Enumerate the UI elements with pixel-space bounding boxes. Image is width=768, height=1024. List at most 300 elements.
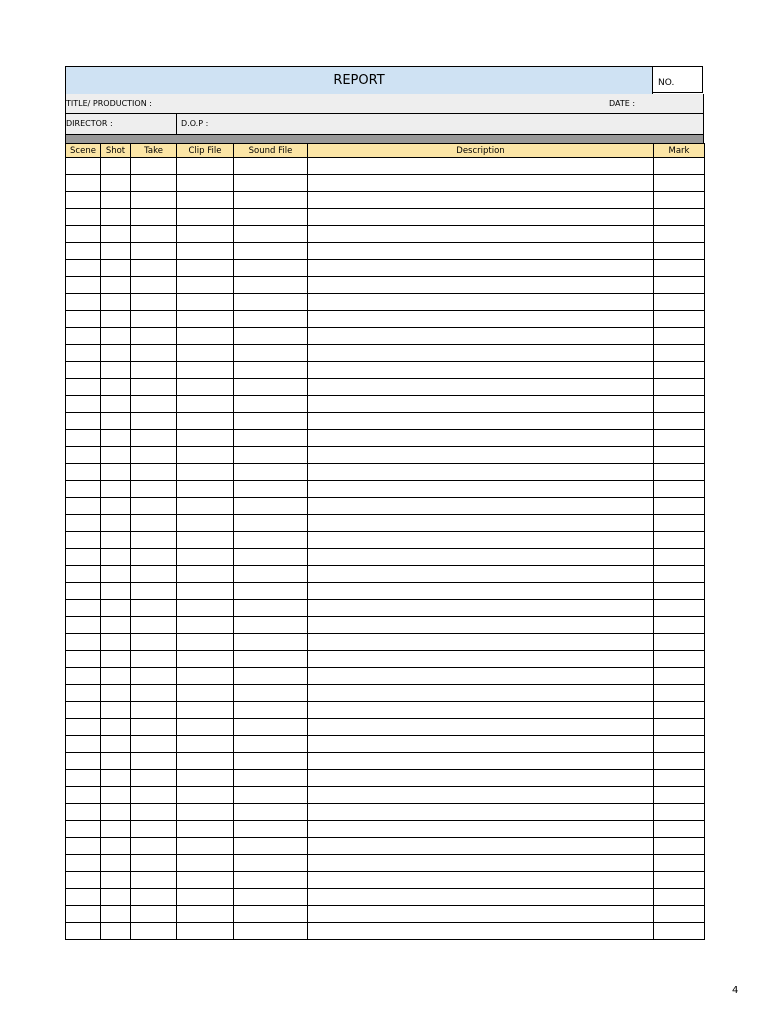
cell-take[interactable] [131, 209, 177, 226]
cell-take[interactable] [131, 294, 177, 311]
cell-mark[interactable] [654, 430, 705, 447]
cell-take[interactable] [131, 532, 177, 549]
cell-mark[interactable] [654, 294, 705, 311]
cell-shot[interactable] [101, 481, 131, 498]
cell-sound-file[interactable] [234, 243, 308, 260]
cell-take[interactable] [131, 328, 177, 345]
cell-description[interactable] [308, 294, 654, 311]
cell-take[interactable] [131, 838, 177, 855]
cell-take[interactable] [131, 566, 177, 583]
cell-clip-file[interactable] [177, 838, 234, 855]
cell-mark[interactable] [654, 532, 705, 549]
cell-mark[interactable] [654, 923, 705, 940]
cell-scene[interactable] [66, 498, 101, 515]
cell-sound-file[interactable] [234, 804, 308, 821]
cell-description[interactable] [308, 498, 654, 515]
cell-description[interactable] [308, 209, 654, 226]
cell-sound-file[interactable] [234, 719, 308, 736]
cell-shot[interactable] [101, 430, 131, 447]
cell-sound-file[interactable] [234, 362, 308, 379]
cell-scene[interactable] [66, 396, 101, 413]
cell-scene[interactable] [66, 532, 101, 549]
cell-sound-file[interactable] [234, 600, 308, 617]
cell-mark[interactable] [654, 770, 705, 787]
cell-description[interactable] [308, 872, 654, 889]
cell-description[interactable] [308, 906, 654, 923]
cell-description[interactable] [308, 702, 654, 719]
cell-description[interactable] [308, 855, 654, 872]
cell-scene[interactable] [66, 821, 101, 838]
cell-description[interactable] [308, 617, 654, 634]
cell-take[interactable] [131, 753, 177, 770]
cell-description[interactable] [308, 532, 654, 549]
cell-mark[interactable] [654, 566, 705, 583]
cell-scene[interactable] [66, 770, 101, 787]
cell-clip-file[interactable] [177, 566, 234, 583]
cell-sound-file[interactable] [234, 430, 308, 447]
cell-shot[interactable] [101, 668, 131, 685]
cell-shot[interactable] [101, 532, 131, 549]
cell-take[interactable] [131, 515, 177, 532]
cell-sound-file[interactable] [234, 736, 308, 753]
cell-mark[interactable] [654, 260, 705, 277]
cell-shot[interactable] [101, 838, 131, 855]
cell-take[interactable] [131, 396, 177, 413]
cell-shot[interactable] [101, 600, 131, 617]
cell-clip-file[interactable] [177, 481, 234, 498]
cell-sound-file[interactable] [234, 175, 308, 192]
cell-clip-file[interactable] [177, 396, 234, 413]
cell-sound-file[interactable] [234, 923, 308, 940]
cell-description[interactable] [308, 821, 654, 838]
cell-take[interactable] [131, 447, 177, 464]
cell-sound-file[interactable] [234, 532, 308, 549]
cell-sound-file[interactable] [234, 685, 308, 702]
cell-sound-file[interactable] [234, 158, 308, 175]
cell-mark[interactable] [654, 804, 705, 821]
cell-mark[interactable] [654, 889, 705, 906]
cell-scene[interactable] [66, 192, 101, 209]
cell-take[interactable] [131, 583, 177, 600]
cell-shot[interactable] [101, 804, 131, 821]
cell-take[interactable] [131, 243, 177, 260]
cell-shot[interactable] [101, 634, 131, 651]
cell-shot[interactable] [101, 464, 131, 481]
cell-mark[interactable] [654, 209, 705, 226]
cell-scene[interactable] [66, 583, 101, 600]
cell-take[interactable] [131, 889, 177, 906]
cell-take[interactable] [131, 430, 177, 447]
cell-description[interactable] [308, 158, 654, 175]
cell-clip-file[interactable] [177, 243, 234, 260]
cell-mark[interactable] [654, 175, 705, 192]
cell-take[interactable] [131, 651, 177, 668]
cell-clip-file[interactable] [177, 311, 234, 328]
cell-mark[interactable] [654, 821, 705, 838]
cell-scene[interactable] [66, 311, 101, 328]
cell-sound-file[interactable] [234, 481, 308, 498]
cell-mark[interactable] [654, 481, 705, 498]
cell-clip-file[interactable] [177, 583, 234, 600]
cell-clip-file[interactable] [177, 617, 234, 634]
cell-mark[interactable] [654, 192, 705, 209]
cell-clip-file[interactable] [177, 668, 234, 685]
cell-sound-file[interactable] [234, 702, 308, 719]
cell-sound-file[interactable] [234, 345, 308, 362]
cell-clip-file[interactable] [177, 923, 234, 940]
cell-sound-file[interactable] [234, 515, 308, 532]
cell-shot[interactable] [101, 651, 131, 668]
cell-clip-file[interactable] [177, 447, 234, 464]
cell-scene[interactable] [66, 226, 101, 243]
cell-shot[interactable] [101, 328, 131, 345]
cell-scene[interactable] [66, 685, 101, 702]
cell-clip-file[interactable] [177, 736, 234, 753]
cell-mark[interactable] [654, 753, 705, 770]
cell-mark[interactable] [654, 685, 705, 702]
cell-take[interactable] [131, 481, 177, 498]
cell-scene[interactable] [66, 294, 101, 311]
cell-sound-file[interactable] [234, 668, 308, 685]
cell-description[interactable] [308, 396, 654, 413]
cell-sound-file[interactable] [234, 634, 308, 651]
cell-clip-file[interactable] [177, 651, 234, 668]
cell-scene[interactable] [66, 855, 101, 872]
cell-mark[interactable] [654, 226, 705, 243]
cell-sound-file[interactable] [234, 226, 308, 243]
cell-take[interactable] [131, 192, 177, 209]
cell-shot[interactable] [101, 583, 131, 600]
cell-sound-file[interactable] [234, 787, 308, 804]
cell-scene[interactable] [66, 634, 101, 651]
cell-shot[interactable] [101, 515, 131, 532]
cell-scene[interactable] [66, 787, 101, 804]
cell-scene[interactable] [66, 668, 101, 685]
cell-mark[interactable] [654, 413, 705, 430]
cell-scene[interactable] [66, 209, 101, 226]
cell-clip-file[interactable] [177, 328, 234, 345]
cell-clip-file[interactable] [177, 175, 234, 192]
cell-clip-file[interactable] [177, 753, 234, 770]
cell-take[interactable] [131, 345, 177, 362]
cell-clip-file[interactable] [177, 906, 234, 923]
cell-shot[interactable] [101, 175, 131, 192]
cell-scene[interactable] [66, 481, 101, 498]
report-number-field[interactable] [652, 66, 703, 93]
cell-clip-file[interactable] [177, 702, 234, 719]
cell-mark[interactable] [654, 600, 705, 617]
cell-sound-file[interactable] [234, 651, 308, 668]
cell-sound-file[interactable] [234, 192, 308, 209]
cell-scene[interactable] [66, 260, 101, 277]
cell-scene[interactable] [66, 923, 101, 940]
cell-take[interactable] [131, 600, 177, 617]
cell-scene[interactable] [66, 838, 101, 855]
cell-mark[interactable] [654, 668, 705, 685]
cell-take[interactable] [131, 906, 177, 923]
cell-mark[interactable] [654, 447, 705, 464]
cell-description[interactable] [308, 243, 654, 260]
cell-mark[interactable] [654, 634, 705, 651]
cell-description[interactable] [308, 362, 654, 379]
cell-shot[interactable] [101, 379, 131, 396]
cell-shot[interactable] [101, 277, 131, 294]
cell-sound-file[interactable] [234, 549, 308, 566]
cell-scene[interactable] [66, 566, 101, 583]
cell-mark[interactable] [654, 651, 705, 668]
cell-take[interactable] [131, 923, 177, 940]
cell-mark[interactable] [654, 617, 705, 634]
cell-mark[interactable] [654, 549, 705, 566]
cell-clip-file[interactable] [177, 430, 234, 447]
cell-mark[interactable] [654, 583, 705, 600]
cell-take[interactable] [131, 379, 177, 396]
cell-mark[interactable] [654, 515, 705, 532]
cell-sound-file[interactable] [234, 447, 308, 464]
cell-mark[interactable] [654, 464, 705, 481]
cell-mark[interactable] [654, 311, 705, 328]
cell-clip-file[interactable] [177, 787, 234, 804]
cell-description[interactable] [308, 600, 654, 617]
cell-mark[interactable] [654, 345, 705, 362]
cell-clip-file[interactable] [177, 855, 234, 872]
cell-scene[interactable] [66, 464, 101, 481]
cell-sound-file[interactable] [234, 855, 308, 872]
cell-shot[interactable] [101, 753, 131, 770]
cell-mark[interactable] [654, 736, 705, 753]
cell-take[interactable] [131, 617, 177, 634]
cell-take[interactable] [131, 702, 177, 719]
cell-shot[interactable] [101, 311, 131, 328]
cell-description[interactable] [308, 447, 654, 464]
cell-clip-file[interactable] [177, 379, 234, 396]
cell-description[interactable] [308, 379, 654, 396]
cell-shot[interactable] [101, 260, 131, 277]
cell-scene[interactable] [66, 345, 101, 362]
cell-description[interactable] [308, 277, 654, 294]
cell-clip-file[interactable] [177, 277, 234, 294]
cell-take[interactable] [131, 277, 177, 294]
cell-description[interactable] [308, 311, 654, 328]
cell-clip-file[interactable] [177, 685, 234, 702]
cell-scene[interactable] [66, 413, 101, 430]
cell-shot[interactable] [101, 243, 131, 260]
cell-shot[interactable] [101, 362, 131, 379]
cell-mark[interactable] [654, 719, 705, 736]
cell-shot[interactable] [101, 736, 131, 753]
cell-description[interactable] [308, 430, 654, 447]
cell-sound-file[interactable] [234, 566, 308, 583]
cell-sound-file[interactable] [234, 379, 308, 396]
cell-description[interactable] [308, 345, 654, 362]
cell-sound-file[interactable] [234, 413, 308, 430]
cell-sound-file[interactable] [234, 821, 308, 838]
cell-description[interactable] [308, 651, 654, 668]
cell-clip-file[interactable] [177, 226, 234, 243]
cell-description[interactable] [308, 753, 654, 770]
cell-take[interactable] [131, 872, 177, 889]
cell-mark[interactable] [654, 838, 705, 855]
cell-clip-file[interactable] [177, 294, 234, 311]
cell-take[interactable] [131, 804, 177, 821]
cell-take[interactable] [131, 634, 177, 651]
cell-mark[interactable] [654, 379, 705, 396]
cell-description[interactable] [308, 583, 654, 600]
cell-clip-file[interactable] [177, 600, 234, 617]
cell-clip-file[interactable] [177, 549, 234, 566]
cell-mark[interactable] [654, 243, 705, 260]
cell-shot[interactable] [101, 787, 131, 804]
cell-description[interactable] [308, 192, 654, 209]
cell-take[interactable] [131, 719, 177, 736]
cell-mark[interactable] [654, 396, 705, 413]
cell-clip-file[interactable] [177, 362, 234, 379]
cell-clip-file[interactable] [177, 634, 234, 651]
cell-sound-file[interactable] [234, 838, 308, 855]
cell-shot[interactable] [101, 855, 131, 872]
cell-description[interactable] [308, 668, 654, 685]
cell-description[interactable] [308, 889, 654, 906]
cell-scene[interactable] [66, 872, 101, 889]
cell-mark[interactable] [654, 277, 705, 294]
cell-description[interactable] [308, 770, 654, 787]
cell-scene[interactable] [66, 906, 101, 923]
cell-sound-file[interactable] [234, 328, 308, 345]
cell-clip-file[interactable] [177, 345, 234, 362]
cell-clip-file[interactable] [177, 515, 234, 532]
cell-scene[interactable] [66, 158, 101, 175]
cell-take[interactable] [131, 158, 177, 175]
cell-mark[interactable] [654, 702, 705, 719]
cell-description[interactable] [308, 566, 654, 583]
cell-sound-file[interactable] [234, 396, 308, 413]
cell-sound-file[interactable] [234, 498, 308, 515]
cell-mark[interactable] [654, 872, 705, 889]
cell-shot[interactable] [101, 719, 131, 736]
cell-clip-file[interactable] [177, 498, 234, 515]
cell-description[interactable] [308, 260, 654, 277]
cell-sound-file[interactable] [234, 889, 308, 906]
cell-take[interactable] [131, 498, 177, 515]
cell-sound-file[interactable] [234, 294, 308, 311]
cell-clip-file[interactable] [177, 872, 234, 889]
cell-scene[interactable] [66, 617, 101, 634]
cell-clip-file[interactable] [177, 158, 234, 175]
cell-description[interactable] [308, 634, 654, 651]
cell-shot[interactable] [101, 566, 131, 583]
cell-take[interactable] [131, 175, 177, 192]
cell-description[interactable] [308, 804, 654, 821]
cell-shot[interactable] [101, 192, 131, 209]
cell-clip-file[interactable] [177, 192, 234, 209]
cell-shot[interactable] [101, 294, 131, 311]
cell-clip-file[interactable] [177, 260, 234, 277]
cell-sound-file[interactable] [234, 753, 308, 770]
cell-take[interactable] [131, 311, 177, 328]
cell-scene[interactable] [66, 362, 101, 379]
cell-scene[interactable] [66, 753, 101, 770]
cell-description[interactable] [308, 787, 654, 804]
cell-take[interactable] [131, 821, 177, 838]
cell-shot[interactable] [101, 226, 131, 243]
cell-scene[interactable] [66, 651, 101, 668]
cell-mark[interactable] [654, 906, 705, 923]
cell-take[interactable] [131, 787, 177, 804]
cell-shot[interactable] [101, 498, 131, 515]
cell-description[interactable] [308, 481, 654, 498]
cell-description[interactable] [308, 515, 654, 532]
cell-take[interactable] [131, 668, 177, 685]
cell-sound-file[interactable] [234, 209, 308, 226]
cell-shot[interactable] [101, 702, 131, 719]
cell-shot[interactable] [101, 413, 131, 430]
cell-description[interactable] [308, 328, 654, 345]
cell-mark[interactable] [654, 498, 705, 515]
cell-shot[interactable] [101, 447, 131, 464]
cell-sound-file[interactable] [234, 583, 308, 600]
cell-scene[interactable] [66, 447, 101, 464]
cell-scene[interactable] [66, 515, 101, 532]
cell-take[interactable] [131, 770, 177, 787]
cell-mark[interactable] [654, 362, 705, 379]
cell-shot[interactable] [101, 770, 131, 787]
cell-description[interactable] [308, 549, 654, 566]
cell-scene[interactable] [66, 719, 101, 736]
cell-scene[interactable] [66, 702, 101, 719]
cell-shot[interactable] [101, 396, 131, 413]
cell-take[interactable] [131, 464, 177, 481]
cell-description[interactable] [308, 464, 654, 481]
cell-clip-file[interactable] [177, 889, 234, 906]
cell-shot[interactable] [101, 345, 131, 362]
cell-scene[interactable] [66, 600, 101, 617]
cell-shot[interactable] [101, 923, 131, 940]
cell-description[interactable] [308, 175, 654, 192]
cell-description[interactable] [308, 719, 654, 736]
cell-clip-file[interactable] [177, 804, 234, 821]
cell-clip-file[interactable] [177, 413, 234, 430]
cell-description[interactable] [308, 226, 654, 243]
cell-sound-file[interactable] [234, 464, 308, 481]
cell-description[interactable] [308, 838, 654, 855]
cell-shot[interactable] [101, 821, 131, 838]
cell-mark[interactable] [654, 158, 705, 175]
cell-scene[interactable] [66, 277, 101, 294]
cell-shot[interactable] [101, 889, 131, 906]
cell-mark[interactable] [654, 855, 705, 872]
cell-take[interactable] [131, 855, 177, 872]
cell-take[interactable] [131, 226, 177, 243]
cell-shot[interactable] [101, 906, 131, 923]
cell-description[interactable] [308, 685, 654, 702]
cell-shot[interactable] [101, 685, 131, 702]
cell-scene[interactable] [66, 549, 101, 566]
cell-sound-file[interactable] [234, 906, 308, 923]
cell-clip-file[interactable] [177, 719, 234, 736]
cell-scene[interactable] [66, 328, 101, 345]
cell-shot[interactable] [101, 617, 131, 634]
cell-description[interactable] [308, 736, 654, 753]
cell-sound-file[interactable] [234, 260, 308, 277]
cell-mark[interactable] [654, 328, 705, 345]
cell-clip-file[interactable] [177, 464, 234, 481]
cell-sound-file[interactable] [234, 770, 308, 787]
cell-clip-file[interactable] [177, 821, 234, 838]
cell-description[interactable] [308, 923, 654, 940]
cell-scene[interactable] [66, 243, 101, 260]
cell-shot[interactable] [101, 158, 131, 175]
cell-take[interactable] [131, 736, 177, 753]
